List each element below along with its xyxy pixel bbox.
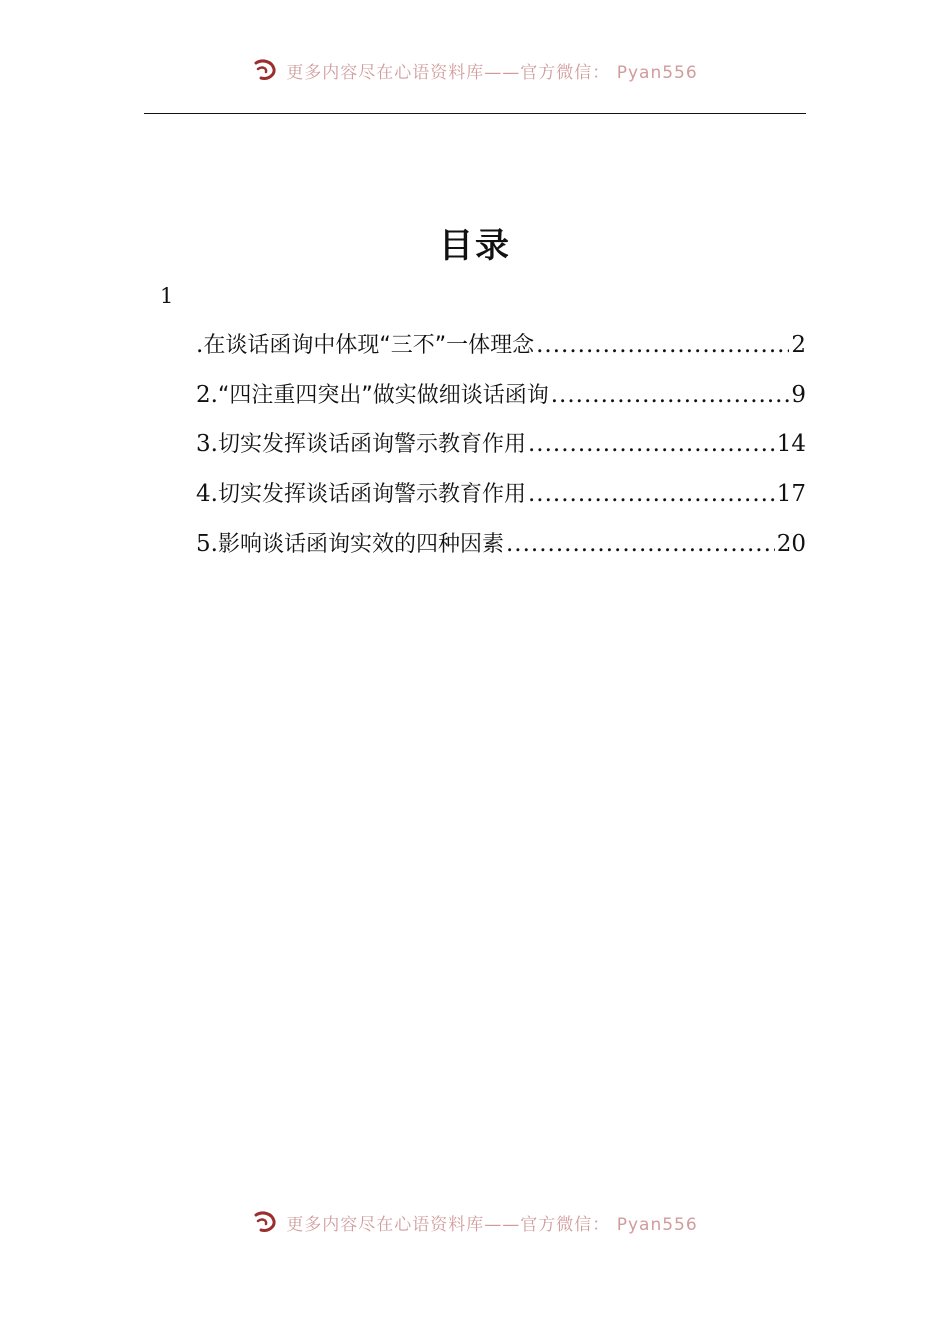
toc-entry-page: 20 <box>776 530 806 557</box>
toc-entry-page: 9 <box>791 381 806 408</box>
stray-number: 1 <box>160 284 174 308</box>
toc-entry-1[interactable] <box>196 328 806 378</box>
page-title: 目录 <box>439 226 511 266</box>
watermark-text: 更多内容尽在心语资料库——官方微信： Pyan556 <box>286 62 698 83</box>
toc-entry-3[interactable] <box>196 427 806 477</box>
toc-entry-title: 切实发挥谈话函询警示教育作用 <box>217 482 526 508</box>
toc-entry-page: 14 <box>776 431 806 458</box>
toc-entry-number: 2. <box>196 381 218 408</box>
toc-entry-2[interactable] <box>196 378 806 428</box>
toc-entry-title: 切实发挥谈话函询警示教育作用 <box>217 432 526 458</box>
toc-leader-dots <box>528 431 775 457</box>
toc-entry-page: 2 <box>791 332 806 358</box>
toc-leader-dots <box>506 531 775 557</box>
header-rule <box>144 113 806 114</box>
brand-logo-icon <box>252 57 278 83</box>
toc-entry-title: 在谈话函询中体现“三不”一体理念 <box>203 333 535 358</box>
toc-leader-dots <box>536 332 789 358</box>
brand-logo-icon <box>252 1209 278 1235</box>
toc-entry-page: 17 <box>776 481 806 508</box>
toc-entry-number: 3. <box>196 431 218 458</box>
toc-list <box>196 328 806 576</box>
toc-entry-5[interactable] <box>196 527 806 577</box>
toc-entry-4[interactable] <box>196 477 806 527</box>
toc-entry-title: “四注重四突出”做实做细谈话函询 <box>217 382 549 408</box>
toc-leader-dots <box>551 382 790 408</box>
footer-watermark <box>0 1208 950 1236</box>
watermark-text: 更多内容尽在心语资料库——官方微信： Pyan556 <box>286 1214 698 1235</box>
toc-entry-title: 影响谈话函询实效的四种因素 <box>217 531 504 557</box>
toc-entry-number: 5. <box>196 530 218 557</box>
toc-leader-dots <box>528 481 775 507</box>
toc-entry-number: . <box>196 332 204 358</box>
toc-entry-number: 4. <box>196 481 218 508</box>
header-watermark <box>0 56 950 84</box>
